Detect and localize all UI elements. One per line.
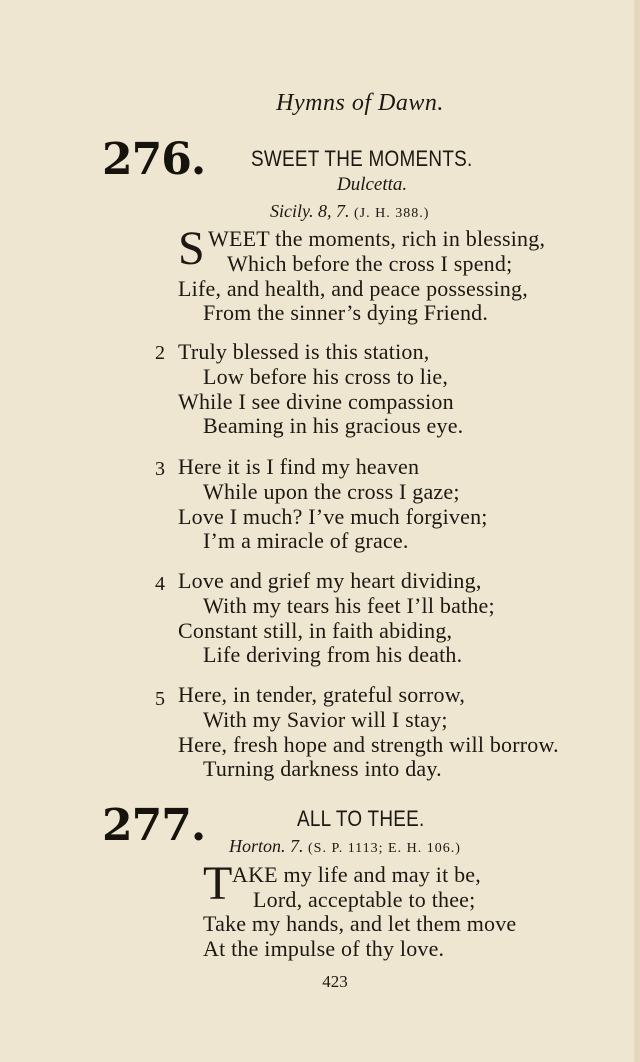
- hymn-276-meter: [270, 201, 429, 222]
- verse-line: With my Savior will I stay;: [203, 707, 448, 732]
- verse-line: Life deriving from his death.: [203, 642, 463, 667]
- verse-line: Here it is I find my heaven: [178, 454, 420, 479]
- drop-cap: T: [203, 857, 233, 910]
- verse-line: I’m a miracle of grace.: [203, 528, 409, 553]
- verse-line: Truly blessed is this station,: [178, 339, 430, 364]
- verse-line: While upon the cross I gaze;: [203, 479, 460, 504]
- hymn-277-number: 277.: [102, 800, 206, 851]
- verse-line: Here, fresh hope and strength will borrow.: [178, 732, 559, 757]
- verse-line: Love and grief my heart dividing,: [178, 568, 482, 593]
- verse-line: Constant still, in faith abiding,: [178, 618, 453, 643]
- hymn-277-title: ALL TO THEE.: [297, 806, 425, 831]
- page-edge: [634, 0, 640, 1062]
- verse-line: AKE my life and may it be,: [232, 862, 481, 887]
- page-number: 423: [322, 972, 348, 991]
- verse-line: Turning darkness into day.: [203, 756, 442, 781]
- verse-number: 4: [155, 573, 165, 595]
- verse-number: 2: [155, 342, 165, 364]
- verse-number: 3: [155, 458, 165, 480]
- verse-line: Low before his cross to lie,: [203, 364, 449, 389]
- meter-ref: (S. P. 1113; E. H. 106.): [308, 841, 461, 856]
- verse-line: Here, in tender, grateful sorrow,: [178, 682, 466, 707]
- verse-line: Love I much? I’ve much forgiven;: [178, 504, 488, 529]
- verse-line: With my tears his feet I’ll bathe;: [203, 593, 495, 618]
- verse-line: WEET the moments, rich in blessing,: [208, 226, 546, 251]
- running-head: Hymns of Dawn.: [276, 90, 444, 116]
- verse-number: 5: [155, 688, 165, 710]
- verse-line: Life, and health, and peace possessing,: [178, 276, 528, 301]
- meter-metre: 8, 7.: [318, 201, 350, 221]
- hymn-276-tune: Dulcetta.: [337, 174, 408, 195]
- hymn-277-meter: [229, 836, 461, 857]
- verse-line: While I see divine compassion: [178, 389, 454, 414]
- drop-cap: S: [178, 222, 205, 275]
- hymn-276-title: SWEET THE MOMENTS.: [251, 146, 473, 171]
- verse-line: From the sinner’s dying Friend.: [203, 300, 489, 325]
- meter-tune: Horton.: [229, 836, 286, 856]
- meter-metre: 7.: [290, 836, 304, 856]
- verse-line: Lord, acceptable to thee;: [253, 887, 476, 912]
- verse-line: Take my hands, and let them move: [203, 911, 517, 936]
- verse-line: At the impulse of thy love.: [203, 936, 445, 961]
- hymn-276-number: 276.: [102, 134, 206, 185]
- meter-ref: (J. H. 388.): [354, 206, 430, 221]
- verse-line: Which before the cross I spend;: [227, 251, 513, 276]
- verse-line: Beaming in his gracious eye.: [203, 413, 464, 438]
- meter-tune: Sicily.: [270, 201, 314, 221]
